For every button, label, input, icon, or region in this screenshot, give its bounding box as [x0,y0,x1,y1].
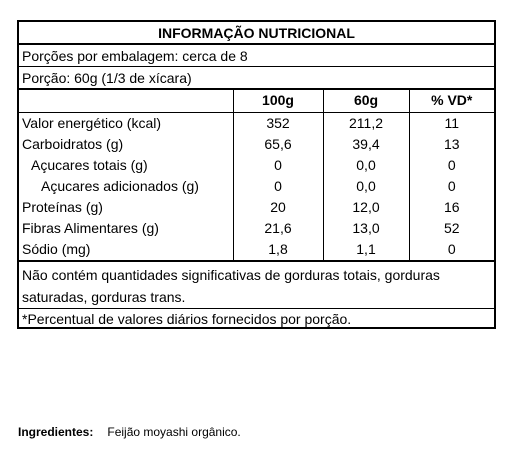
value-vd: 0 [409,155,494,176]
header-blank [19,90,233,112]
value-100g: 0 [233,176,323,197]
value-100g: 352 [233,112,323,134]
value-100g: 65,6 [233,134,323,155]
value-100g: 20 [233,197,323,218]
nutrient-name: Fibras Alimentares (g) [22,219,159,236]
value-60g: 12,0 [323,197,409,218]
table-row [19,176,494,197]
fat-disclaimer: Não contém quantidades significativas de gorduras totais, gorduras saturadas, gorduras trans. [19,263,494,309]
table-row [19,239,494,261]
value-60g: 39,4 [323,134,409,155]
header-100g: 100g [233,90,323,112]
value-60g: 1,1 [323,239,409,261]
servings-per-package: Porções por embalagem: cerca de 8 [19,45,494,67]
value-60g: 211,2 [323,112,409,134]
table-row [19,197,494,218]
daily-value-footnote: *Percentual de valores diários fornecidos por porção. [22,311,352,327]
value-vd: 13 [409,134,494,155]
table-header-row [19,90,494,112]
ingredients-line [18,425,241,439]
nutrition-facts-panel [17,20,496,329]
value-100g: 21,6 [233,218,323,239]
nutrition-table [19,90,494,262]
value-vd: 16 [409,197,494,218]
value-100g: 0 [233,155,323,176]
value-60g: 0,0 [323,176,409,197]
nutrient-name: Proteínas (g) [22,198,103,215]
table-row [19,134,494,155]
nutrient-name: Valor energético (kcal) [22,114,162,131]
value-vd: 0 [409,176,494,197]
value-vd: 11 [409,112,494,134]
serving-size: Porção: 60g (1/3 de xícara) [19,67,494,90]
nutrition-title: INFORMAÇÃO NUTRICIONAL [19,22,494,45]
nutrient-name: Sódio (mg) [19,239,233,261]
table-row [19,218,494,239]
ingredients-text: Feijão moyashi orgânico. [107,425,241,439]
table-row [19,112,494,134]
value-100g: 1,8 [233,239,323,261]
value-vd: 0 [409,239,494,261]
value-60g: 0,0 [323,155,409,176]
table-row [19,155,494,176]
nutrient-name: Açucares totais (g) [31,156,148,173]
nutrient-name: Carboidratos (g) [22,135,124,152]
value-vd: 52 [409,218,494,239]
nutrient-name: Açucares adicionados (g) [41,177,199,194]
header-vd: % VD* [409,90,494,112]
header-60g: 60g [323,90,409,112]
value-60g: 13,0 [323,218,409,239]
ingredients-label: Ingredientes: [18,425,94,439]
